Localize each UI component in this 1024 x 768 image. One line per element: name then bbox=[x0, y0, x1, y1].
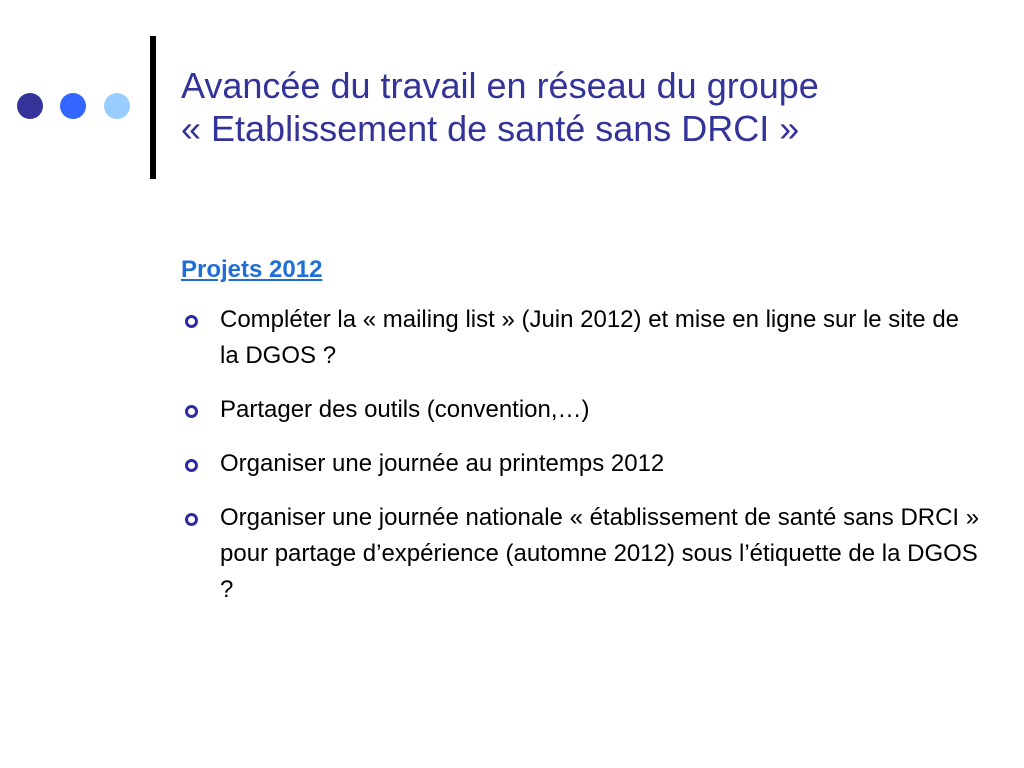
bullet-list bbox=[181, 302, 981, 608]
bullet-text: Partager des outils (convention,…) bbox=[220, 396, 590, 423]
bullet-ring-icon bbox=[185, 315, 198, 328]
bullet-item bbox=[181, 392, 981, 428]
bullet-text: Organiser une journée au printemps 2012 bbox=[220, 450, 665, 477]
bullet-text: Organiser une journée nationale « établissement de santé sans DRCI » pour partage d’expérience (automne 2012) sous l’étiquette de la DGOS ? bbox=[220, 504, 980, 603]
decorative-dot-dark bbox=[17, 93, 43, 119]
bullet-ring-icon bbox=[185, 459, 198, 472]
bullet-item bbox=[181, 446, 981, 482]
slide-title-line-2: « Etablissement de santé sans DRCI » bbox=[181, 108, 800, 149]
slide-title bbox=[181, 64, 1001, 150]
bullet-item bbox=[181, 302, 981, 374]
decorative-dot-mid bbox=[60, 93, 86, 119]
slide-body bbox=[181, 252, 981, 626]
decorative-dot-light bbox=[104, 93, 130, 119]
title-divider-bar bbox=[150, 36, 156, 179]
slide-title-line-1: Avancée du travail en réseau du groupe bbox=[181, 65, 819, 106]
bullet-ring-icon bbox=[185, 513, 198, 526]
bullet-ring-icon bbox=[185, 405, 198, 418]
bullet-item bbox=[181, 500, 981, 608]
section-heading-link[interactable]: Projets 2012 bbox=[181, 256, 323, 283]
bullet-text: Compléter la « mailing list » (Juin 2012) et mise en ligne sur le site de la DGOS ? bbox=[220, 306, 960, 369]
